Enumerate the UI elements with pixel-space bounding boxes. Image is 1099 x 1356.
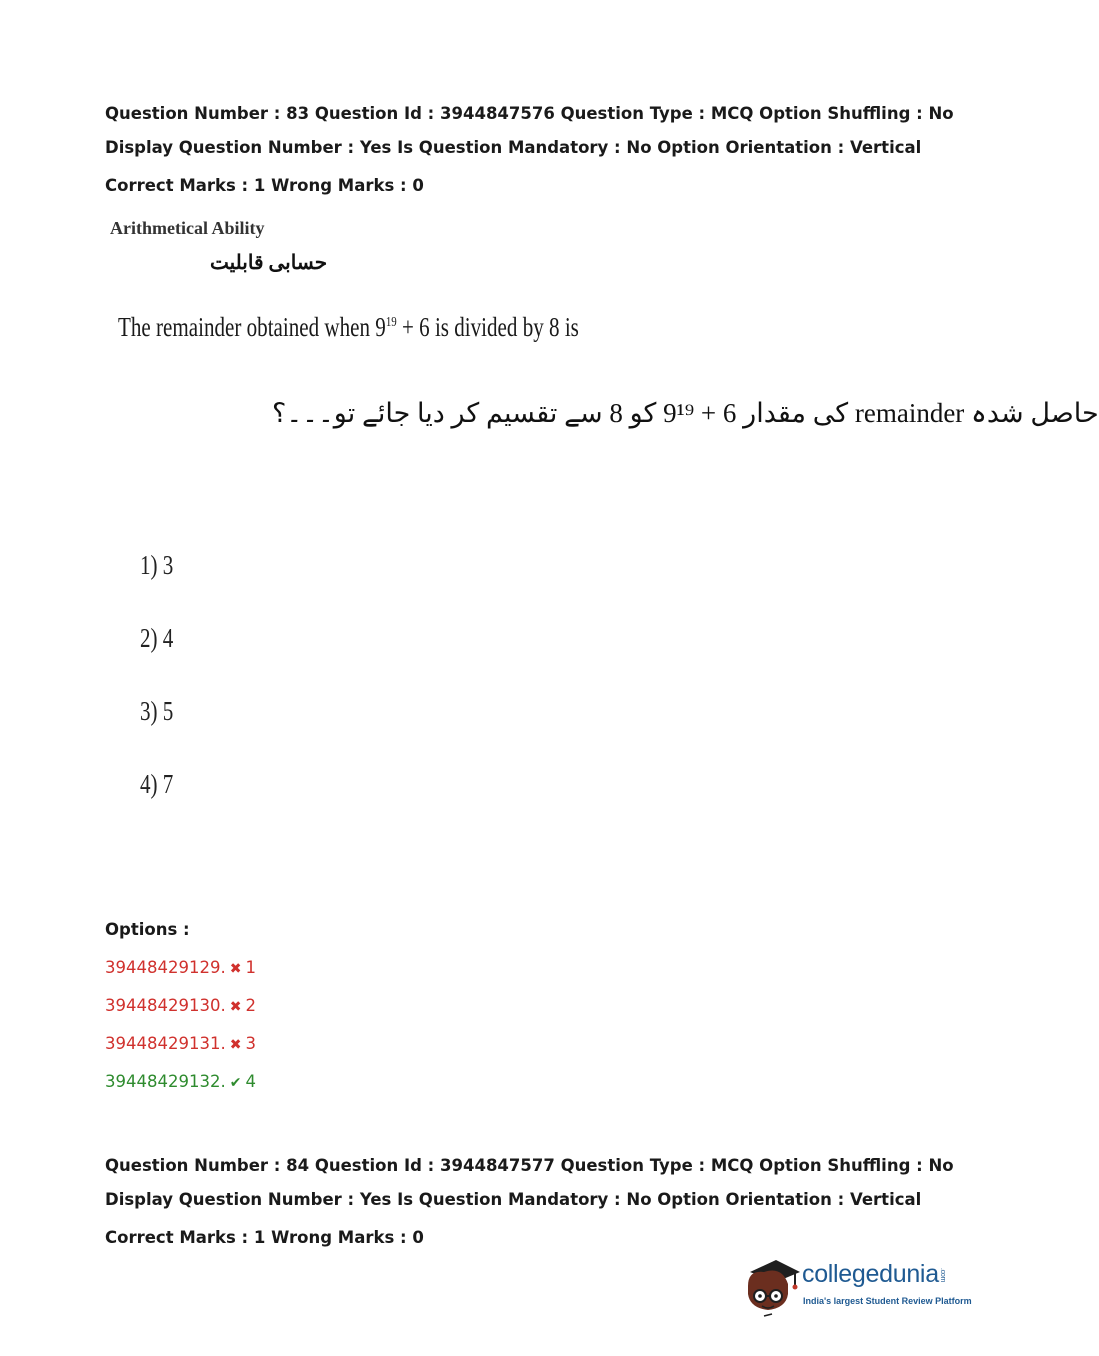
choice-2: 2) 4 [140,623,174,653]
option-id: 39448429129. [105,958,226,977]
choice-3: 3) 5 [140,696,174,726]
option-row [105,1072,256,1091]
option-row [105,996,256,1015]
q84-meta-line3: Correct Marks : 1 Wrong Marks : 0 [105,1228,424,1247]
mascot-icon [742,1250,804,1320]
option-id: 39448429130. [105,996,226,1015]
q84-meta-line1: Question Number : 84 Question Id : 3944847577 Question Type : MCQ Option Shuffling : No [105,1156,954,1175]
option-value: 4 [245,1072,256,1091]
question-text-pre: The remainder obtained when 9 [118,312,386,342]
check-icon: ✔ [229,1075,242,1091]
question-exponent: 19 [385,315,397,330]
choice-1: 1) 3 [140,550,174,580]
question-text-english [118,312,579,343]
cross-icon: ✖ [229,999,242,1015]
option-value: 1 [245,958,256,977]
option-row [105,1034,256,1053]
option-id: 39448429132. [105,1072,226,1091]
q84-meta-line2: Display Question Number : Yes Is Question Mandatory : No Option Orientation : Vertical [105,1190,922,1209]
option-id: 39448429131. [105,1034,226,1053]
logo-tagline: India's largest Student Review Platform [803,1296,972,1306]
logo-name: collegedunia [802,1260,939,1288]
q83-meta-line3: Correct Marks : 1 Wrong Marks : 0 [105,176,424,195]
cross-icon: ✖ [229,1037,242,1053]
question-text-post: + 6 is divided by 8 is [396,312,579,342]
options-label: Options : [105,920,190,939]
section-title-urdu: حسابی قابلیت [210,252,328,274]
cross-icon: ✖ [229,961,242,977]
collegedunia-logo [742,1250,972,1320]
logo-com: .com [938,1268,946,1283]
q83-meta-line2: Display Question Number : Yes Is Question Mandatory : No Option Orientation : Vertical [105,138,922,157]
logo-wordmark [802,1260,946,1289]
option-value: 3 [245,1034,256,1053]
question-text-urdu: حاصل شدہ remainder کی مقدار 6 + 9¹⁹ کو 8 سے تقسیم کر دیا جائے تو۔۔۔؟ [272,398,1099,428]
option-row [105,958,256,977]
section-title-english: Arithmetical Ability [110,218,265,238]
q83-meta-line1: Question Number : 83 Question Id : 3944847576 Question Type : MCQ Option Shuffling : No [105,104,954,123]
option-value: 2 [245,996,256,1015]
choice-4: 4) 7 [140,769,174,799]
